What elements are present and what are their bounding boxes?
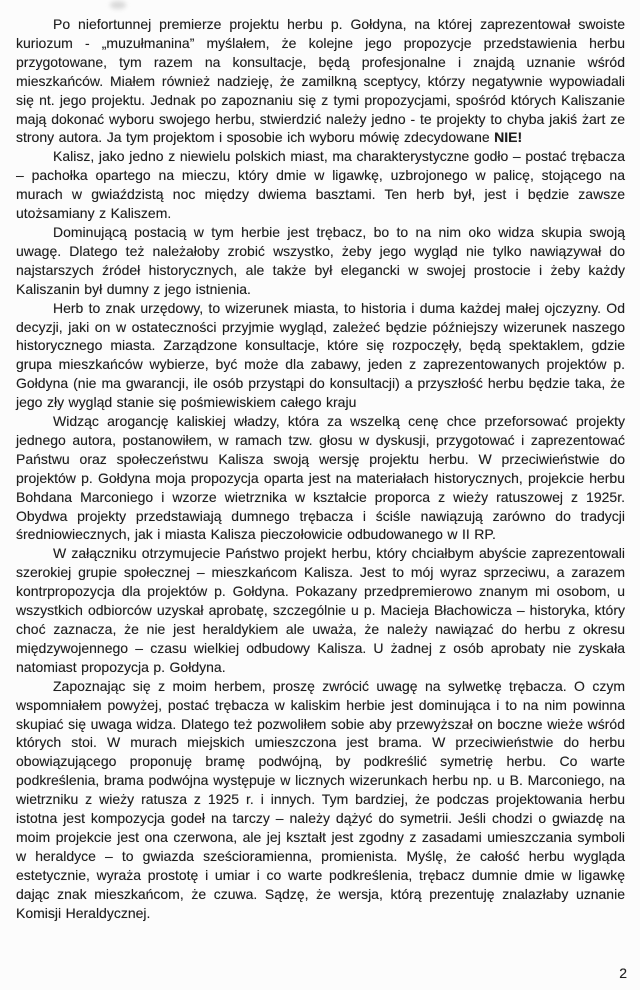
paragraph-text: Po niefortunnej premierze projektu herbu p. Gołdyna, na której zaprezentował swoiste kuriozum - „muzułmanina” myślałem, że kolejne jego propozycje przedstawienia herbu przygotowane, tym razem na konsultacje, będą profesjonalne i znajdą uznanie wśród mieszkańców. Miałem również nadzieję, że zamilkną sceptycy, którzy negatywnie wypowiadali się nt. jego projektu. Jednak po zapoznaniu się z tymi propozycjami, spośród których Kaliszanie mają dokonać wyboru swojego herbu, stwierdzić należy jedno - te projekty to chyba jakiś żart ze strony autora. Ja tym projektom i sposobie ich wyboru mówię zdecydowane [16, 16, 625, 146]
paragraph: Herb to znak urzędowy, to wizerunek miasta, to historia i duma każdej małej ojczyzny. Od decyzji, jaki on w ostateczności przyjmie wygląd, zależeć będzie późniejszy wizerunek naszego historycznego miasta. Zarządzone konsultacje, które się rozpoczęły, będą spektaklem, gdzie grupa mieszkańców wybierze, być może dla zabawy, jeden z zaprezentowanych projektów p. Gołdyna (nie ma gwarancji, ile osób przystąpi do konsultacji) a przyszłość herbu będzie taka, że jego zły wygląd stanie się pośmiewiskiem całego kraju [16, 299, 625, 411]
paragraph: Widząc arogancję kaliskiej władzy, która za wszelką cenę chce przeforsować projekty jednego autora, postanowiłem, w ramach tzw. głosu w dyskusji, przygotować i zaprezentować Państwu oraz społeczeństwu Kalisza swoją wersję projektu herbu. W przeciwieństwie do projektów p. Gołdyna moja propozycja oparta jest na materiałach historycznych, projekcie herbu Bohdana Marconiego i wzorze wietrznika w kształcie proporca z wieży ratuszowej z 1925r. Obydwa projekty przedstawiają dumnego trębacza i ściśle nawiązują zarówno do tradycji średniowiecznych, jak i miasta Kalisza pieczołowicie odbudowanego w II RP. [16, 413, 625, 543]
paragraph: W załączniku otrzymujecie Państwo projekt herbu, który chciałbym abyście zaprezentowali szerokiej grupie społecznej – mieszkańcom Kalisza. Jest to mój wyraz sprzeciwu, a zarazem kontrpropozycja dla projektów p. Gołdyna. Pokazany przedpremierowo znanym mi osobom, u wszystkich odbiorców uzyskał aprobatę, szczególnie u p. Macieja Błachowicza – historyka, który choć zaznacza, że nie jest heraldykiem ale uważa, że należy nawiązać do herbu z okresu międzywojennego – czasu wielkiej odbudowy Kalisza. U żadnej z osób aprobaty nie zyskała natomiast propozycja p. Gołdyna. [16, 545, 625, 675]
paragraph: Kalisz, jako jedno z niewielu polskich miast, ma charakterystyczne godło – postać trębacza – pachołka opartego na mieczu, który dmie w ligawkę, uzbrojonego w palicę, stojącego na murach w gwiaździstą noc między dwiema basztami. Ten herb był, jest i będzie zawsze utożsamiany z Kaliszem. [16, 148, 625, 222]
emphasis-nie: NIE! [494, 129, 523, 146]
paragraph: Zapoznając się z moim herbem, proszę zwrócić uwagę na sylwetkę trębacza. O czym wspomniałem powyżej, postać trębacza w kaliskim herbie jest dominująca i to na nim powinna skupiać się uwaga widza. Dlatego też pozwoliłem sobie aby przewyższał on boczne wieże wśród których stoi. W murach miejskich umieszczona jest brama. W przeciwieństwie do herbu obowiązującego proponuję bramę podwójną, by podkreślić symetrię herbu. Co warte podkreślenia, brama podwójna występuje w licznych wizerunkach herbu np. u B. Marconiego, na wietrzniku z wieży ratusza z 1925 r. i innych. Tym bardziej, że podczas projektowania herbu istotna jest kompozycja godeł na tarczy – należy dążyć do symetrii. Jeśli chodzi o gwiazdę na moim projekcie jest ona czerwona, ale jej kształt jest zgodny z zasadami umieszczania symboli w heraldyce – to gwiazda sześcioramienna, promienista. Myślę, że całość herbu wygląda estetycznie, wyraża prostotę i umiar i co warte podkreślenia, trębacz dumnie dmie w ligawkę dając znak mieszkańcom, że czuwa. Sądzę, że wersja, którą prezentuję znalazłaby uznanie Komisji Heraldycznej. [16, 677, 625, 921]
paragraph [16, 15, 625, 147]
paragraph: Dominującą postacią w tym herbie jest trębacz, bo to na nim oko widza skupia swoją uwagę. Dlatego też należałoby zrobić wszystko, żeby jego wygląd nie tylko nawiązywał do najstarszych źródeł historycznych, ale także był elegancki w swojej prostocie i żeby każdy Kaliszanin był dumny z jego istnienia. [16, 223, 625, 297]
scan-artifact [110, 1, 126, 9]
page-number: 2 [619, 965, 627, 981]
